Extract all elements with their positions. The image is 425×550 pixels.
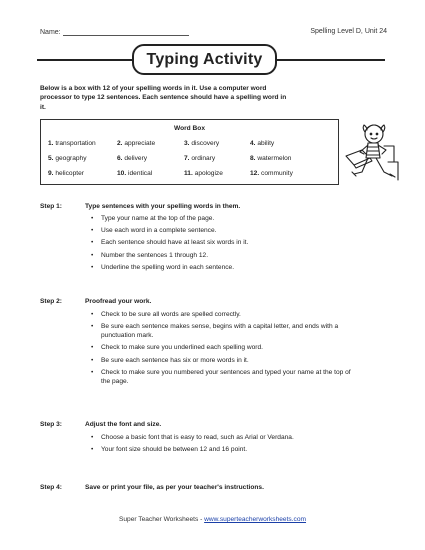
word-box-item [250, 170, 293, 177]
step-bullet: • Choose a basic font that is easy to read, such as Arial or Verdana. [85, 433, 355, 442]
girl-typing-icon [340, 116, 402, 186]
word-number: 4. [250, 140, 256, 147]
word-number: 6. [117, 155, 123, 162]
word-box-item [48, 155, 87, 162]
word-number: 2. [117, 140, 123, 147]
word-text: appreciate [124, 140, 156, 147]
step-4-title: Save or print your file, as per your teacher's instructions. [85, 484, 264, 491]
step-bullet: • Type your name at the top of the page. [85, 214, 355, 223]
word-number: 3. [184, 140, 190, 147]
word-number: 10. [117, 170, 127, 177]
word-number: 12. [250, 170, 260, 177]
step-bullet: • Check to make sure you underlined each spelling word. [85, 343, 355, 352]
word-box-title: Word Box [173, 125, 205, 132]
word-box-item [117, 140, 155, 147]
word-box-item [184, 140, 219, 147]
word-box-item [184, 170, 223, 177]
step-bullet: • Use each word in a complete sentence. [85, 226, 355, 235]
word-number: 7. [184, 155, 190, 162]
word-box-item [250, 155, 291, 162]
word-box-item [184, 155, 215, 162]
word-number: 9. [48, 170, 54, 177]
word-box-item [250, 140, 274, 147]
word-text: watermelon [257, 155, 292, 162]
step-bullet: • Number the sentences 1 through 12. [85, 251, 355, 260]
word-text: identical [128, 170, 153, 177]
word-box-item [48, 170, 84, 177]
step-bullet: • Be sure each sentence has six or more words in it. [85, 356, 355, 365]
word-text: helicopter [55, 170, 84, 177]
step-bullet: • Check to make sure you numbered your sentences and typed your name at the top of the page. [85, 368, 355, 386]
name-line [63, 28, 189, 36]
footer-link[interactable]: www.superteacherworksheets.com [204, 516, 307, 523]
word-number: 11. [184, 170, 193, 177]
word-text: transportation [55, 140, 96, 147]
word-text: delivery [124, 155, 148, 162]
name-field [40, 28, 189, 36]
intro-text: Below is a box with 12 of your spelling words in it. Use a computer word processor to type 12 sentences. Each sentence should have a spelling word in it. [40, 85, 287, 111]
word-text: ordinary [191, 155, 216, 162]
step-1-title: Type sentences with your spelling words in them. [85, 203, 241, 210]
word-number: 8. [250, 155, 256, 162]
step-bullet: • Your font size should be between 12 and 16 point. [85, 445, 355, 454]
word-number: 5. [48, 155, 54, 162]
step-bullet: • Be sure each sentence makes sense, begins with a capital letter, and ends with a punctuation mark. [85, 322, 355, 340]
word-text: geography [55, 155, 87, 162]
step-3-title: Adjust the font and size. [85, 421, 162, 428]
word-text: discovery [191, 140, 220, 147]
word-text: ability [257, 140, 275, 147]
word-box-item [117, 170, 152, 177]
step-bullet: • Each sentence should have at least six words in it. [85, 238, 355, 247]
spelling-level: Spelling Level D, Unit 24 [310, 28, 387, 35]
step-4-label: Step 4: [40, 484, 62, 491]
step-3-label: Step 3: [40, 421, 62, 428]
step-bullet: • Check to be sure all words are spelled correctly. [85, 310, 355, 319]
step-1-label: Step 1: [40, 203, 62, 210]
step-2-label: Step 2: [40, 298, 62, 305]
page-title: Typing Activity [132, 44, 277, 75]
footer-text: Super Teacher Worksheets - [118, 516, 205, 523]
word-text: apologize [194, 170, 223, 177]
word-box-item [48, 140, 96, 147]
name-label: Name: [40, 29, 61, 36]
step-2-bullets [85, 310, 355, 389]
footer [0, 516, 425, 523]
step-1-bullets [85, 214, 355, 275]
step-3-bullets [85, 433, 355, 457]
step-2-title: Proofread your work. [85, 298, 152, 305]
word-box-item [117, 155, 147, 162]
word-text: community [261, 170, 293, 177]
word-box [40, 119, 339, 185]
word-number: 1. [48, 140, 54, 147]
step-bullet: • Underline the spelling word in each sentence. [85, 263, 355, 272]
